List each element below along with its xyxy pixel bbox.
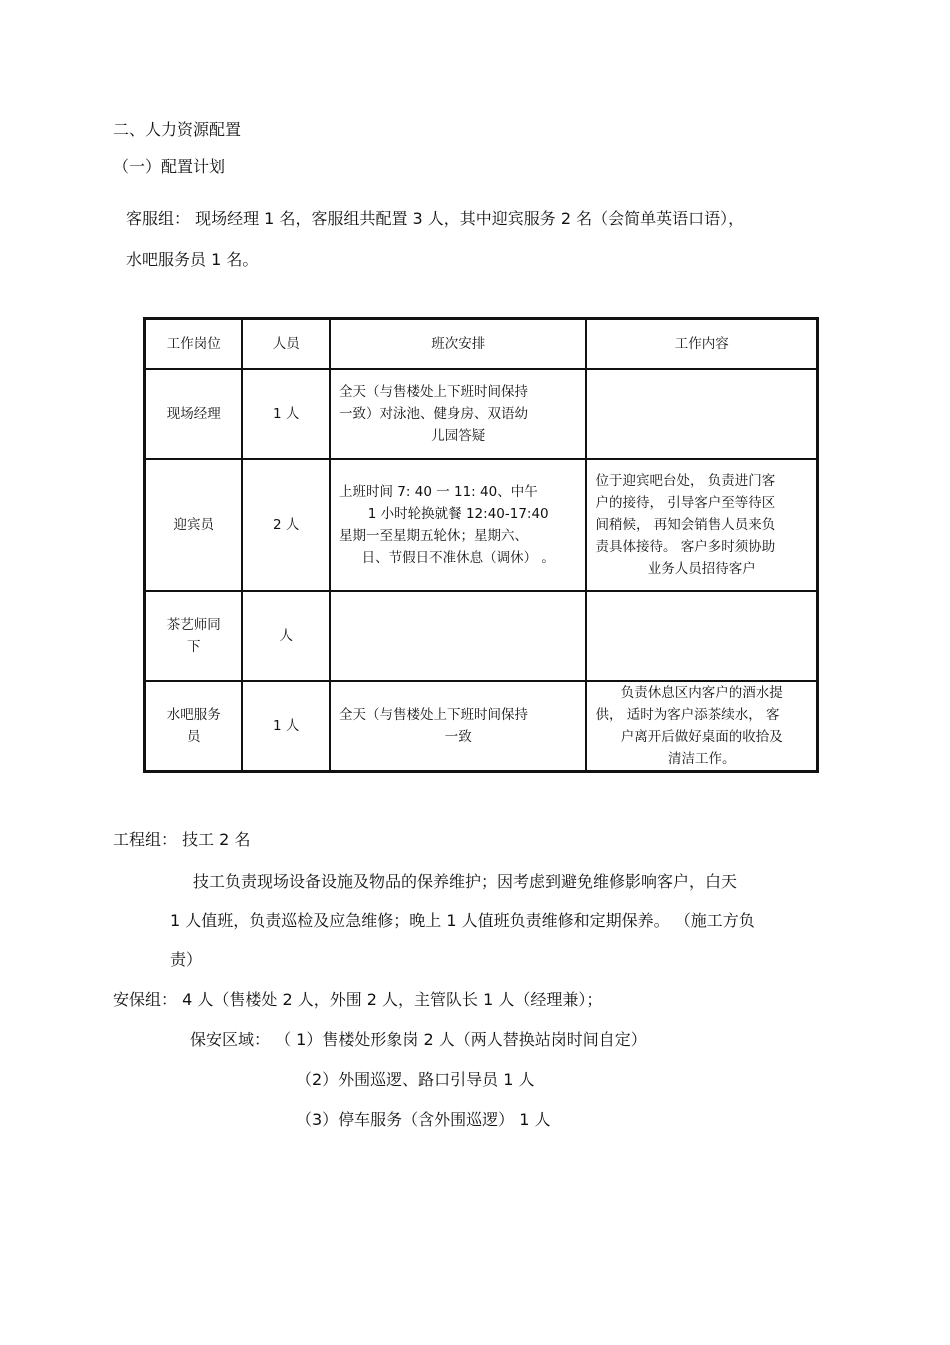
service-group-line-1: 客服组： 现场经理 1 名，客服组共配置 3 人，其中迎宾服务 2 名（会简单英语口语）， xyxy=(126,209,745,228)
engineering-line-2: 1 人值班，负责巡检及应急维修；晚上 1 人值班负责维修和定期保养。 （施工方负 xyxy=(170,911,755,930)
shift-cell xyxy=(330,591,586,681)
table-row xyxy=(145,369,817,459)
shift-line: 全天（与售楼处上下班时间保持 xyxy=(339,384,529,400)
role-line: 员 xyxy=(186,729,201,745)
shift-cell xyxy=(330,459,586,591)
engineering-line-3: 责） xyxy=(170,950,203,969)
content-cell xyxy=(586,369,817,459)
table-row xyxy=(145,591,817,681)
shift-line: 日、节假日不准休息（调休） 。 xyxy=(361,550,555,566)
table-row xyxy=(145,681,817,771)
content-line: 责具体接待。 客户多时须协助 xyxy=(595,539,776,555)
header-content: 工作内容 xyxy=(586,319,817,369)
content-line: 清洁工作。 xyxy=(667,751,736,767)
count-cell: 2 人 xyxy=(242,459,330,591)
content-cell xyxy=(586,459,817,591)
shift-cell xyxy=(330,369,586,459)
security-area-1: 保安区域： （ 1）售楼处形象岗 2 人（两人替换站岗时间自定） xyxy=(190,1030,647,1049)
engineering-line-1: 技工负责现场设备设施及物品的保养维护；因考虑到避免维修影响客户，白天 xyxy=(193,872,738,891)
subsection-title: （一）配置计划 xyxy=(113,157,226,176)
content-line: 供， 适时为客户添茶续水， 客 xyxy=(595,707,780,723)
header-role: 工作岗位 xyxy=(145,319,242,369)
content-line: 位于迎宾吧台处， 负责进门客 xyxy=(595,473,776,489)
shift-line: 1 小时轮换就餐 12:40-17:40 xyxy=(367,506,549,522)
role-line: 下 xyxy=(186,639,201,655)
engineering-title: 工程组： 技工 2 名 xyxy=(113,830,251,849)
role-cell xyxy=(145,681,242,771)
content-cell xyxy=(586,591,817,681)
role-line: 茶艺师同 xyxy=(166,617,221,633)
security-title: 安保组： 4 人（售楼处 2 人，外围 2 人，主管队长 1 人（经理兼）； xyxy=(113,990,603,1009)
header-count: 人员 xyxy=(242,319,330,369)
content-line: 间稍候， 再知会销售人员来负 xyxy=(595,517,776,533)
section-title: 二、人力资源配置 xyxy=(113,120,242,139)
count-cell: 1 人 xyxy=(242,681,330,771)
count-cell: 人 xyxy=(242,591,330,681)
table-header-row xyxy=(145,319,817,369)
header-shift: 班次安排 xyxy=(330,319,586,369)
service-group-line-2: 水吧服务员 1 名。 xyxy=(126,250,259,269)
role-cell: 迎宾员 xyxy=(145,459,242,591)
shift-line: 一致 xyxy=(444,729,472,745)
shift-line: 一致）对泳池、健身房、双语幼 xyxy=(339,406,529,422)
content-line: 户的接待， 引导客户至等待区 xyxy=(595,495,776,511)
security-area-3: （3）停车服务（含外围巡逻） 1 人 xyxy=(296,1110,551,1129)
table-row xyxy=(145,459,817,591)
staffing-table xyxy=(143,317,819,773)
role-cell xyxy=(145,591,242,681)
content-line: 户离开后做好桌面的收拾及 xyxy=(620,729,783,745)
content-line: 负责休息区内客户的酒水提 xyxy=(620,685,783,701)
role-line: 水吧服务 xyxy=(166,707,221,723)
role-cell: 现场经理 xyxy=(145,369,242,459)
count-cell: 1 人 xyxy=(242,369,330,459)
content-line: 业务人员招待客户 xyxy=(647,561,756,577)
shift-cell xyxy=(330,681,586,771)
security-area-2: （2）外围巡逻、路口引导员 1 人 xyxy=(296,1070,535,1089)
shift-line: 全天（与售楼处上下班时间保持 xyxy=(339,707,529,723)
shift-line: 星期一至星期五轮休；星期六、 xyxy=(339,528,529,544)
shift-line: 上班时间 7: 40 一 11: 40、中午 xyxy=(339,484,538,500)
content-cell xyxy=(586,681,817,771)
shift-line: 儿园答疑 xyxy=(431,428,486,444)
